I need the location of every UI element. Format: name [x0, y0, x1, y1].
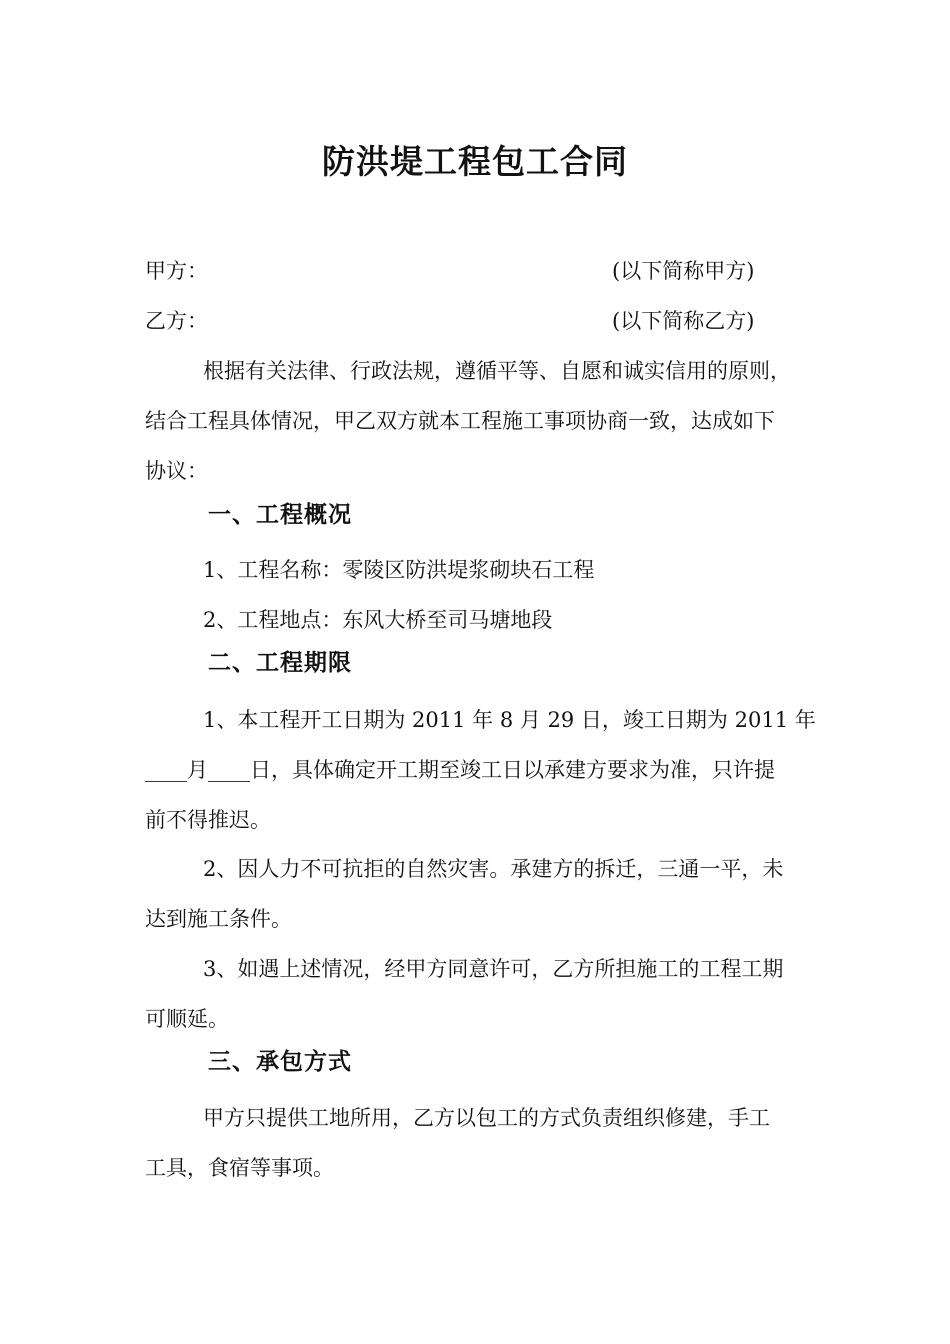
section-2-p1-line-2: ____月____日，具体确定开工期至竣工日以承建方要求为准，只许提 [145, 758, 775, 782]
section-1-heading: 一、工程概况 [208, 502, 352, 528]
document-title: 防洪堤工程包工合同 [322, 142, 628, 181]
section-2-heading: 二、工程期限 [208, 650, 352, 676]
section-1-item-2: 2、工程地点：东风大桥至司马塘地段 [203, 608, 553, 632]
section-1-item-1: 1、工程名称：零陵区防洪堤浆砌块石工程 [203, 558, 595, 582]
intro-line-1: 根据有关法律、行政法规，遵循平等、自愿和诚实信用的原则， [203, 359, 791, 383]
intro-line-3: 协议： [145, 459, 208, 483]
party-a-note: (以下简称甲方) [612, 259, 755, 283]
section-2-p1-line-1: 1、本工程开工日期为 2011 年 8 月 29 日，竣工日期为 2011 年 [203, 708, 816, 732]
section-3-p1-line-1: 甲方只提供工地所用，乙方以包工的方式负责组织修建，手工 [203, 1106, 770, 1130]
section-3-heading: 三、承包方式 [208, 1049, 352, 1075]
party-b-label: 乙方： [145, 309, 208, 333]
section-2-p2-line-2: 达到施工条件。 [145, 907, 292, 931]
section-2-p2-line-1: 2、因人力不可抗拒的自然灾害。承建方的拆迁，三通一平，未 [203, 857, 784, 881]
section-2-p3-line-1: 3、如遇上述情况，经甲方同意许可，乙方所担施工的工程工期 [203, 957, 784, 981]
section-2-p3-line-2: 可顺延。 [145, 1007, 229, 1031]
intro-line-2: 结合工程具体情况，甲乙双方就本工程施工事项协商一致，达成如下 [145, 409, 775, 433]
party-a-label: 甲方： [145, 259, 208, 283]
section-3-p1-line-2: 工具，食宿等事项。 [145, 1156, 334, 1180]
party-b-note: (以下简称乙方) [612, 309, 755, 333]
section-2-p1-line-3: 前不得推迟。 [145, 808, 271, 832]
